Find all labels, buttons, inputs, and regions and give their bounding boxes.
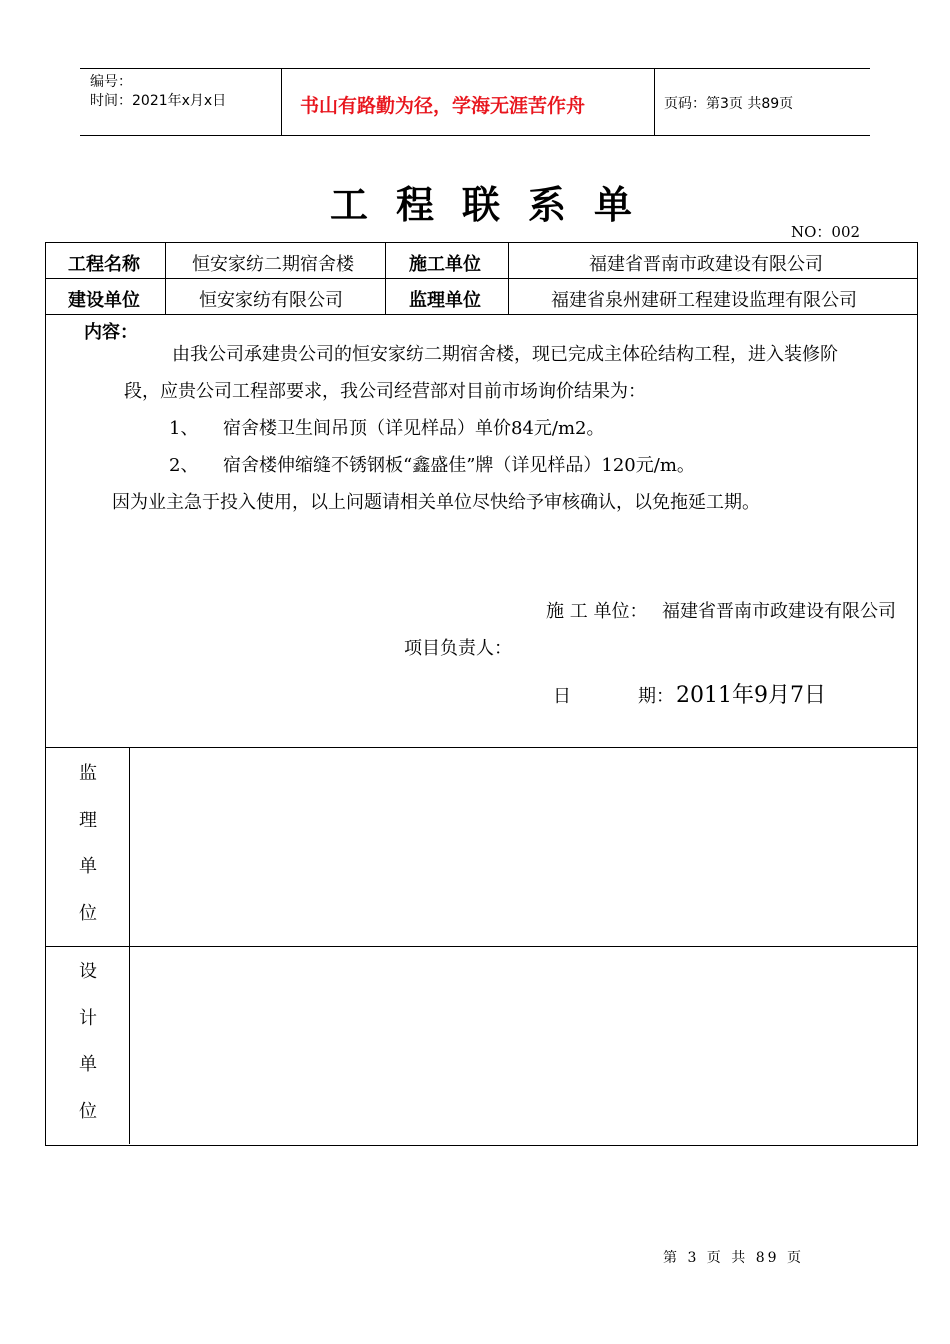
header-divider-right: [654, 68, 655, 135]
design-char-2: 计: [79, 1008, 97, 1029]
content-item1-text: 宿舍楼卫生间吊顶（详见样品）单价84元/m2。: [223, 418, 605, 439]
supervisor-label: 监理单位: [409, 290, 481, 311]
project-name-value: 恒安家纺二期宿舍楼: [192, 254, 354, 275]
supervision-char-4: 位: [79, 903, 97, 924]
content-para1-line2: 段，应贵公司工程部要求，我公司经营部对目前市场询价结果为：: [124, 381, 646, 402]
row-divider-2: [45, 314, 917, 315]
col-divider-2: [385, 242, 386, 314]
header-bottom-rule: [80, 135, 870, 136]
header-page-label: 页码：第3页 共89页: [664, 96, 794, 112]
header-motto: 书山有路勤为径，学海无涯苦作舟: [300, 95, 586, 117]
sign-date-label-1: 日: [553, 686, 571, 707]
col-divider-3: [508, 242, 509, 314]
header-date-label: 时间：2021年x月x日: [90, 93, 227, 109]
document-title: 工程联系单: [330, 182, 661, 227]
design-char-4: 位: [79, 1101, 97, 1122]
col-divider-side: [129, 747, 130, 1144]
supervision-char-2: 理: [79, 810, 97, 831]
project-name-label: 工程名称: [68, 254, 140, 275]
sign-unit-value: 福建省晋南市政建设有限公司: [662, 601, 896, 622]
row-divider-3: [45, 747, 917, 748]
row-divider-1: [45, 278, 917, 279]
supervision-char-3: 单: [79, 856, 97, 877]
document-number: NO：002: [791, 223, 861, 241]
col-divider-1: [165, 242, 166, 314]
client-value: 恒安家纺有限公司: [199, 290, 343, 311]
row-divider-4: [45, 946, 917, 947]
content-item2-text: 宿舍楼伸缩缝不锈钢板“鑫盛佳”牌（详见样品）120元/m。: [223, 455, 695, 476]
design-char-1: 设: [79, 961, 97, 982]
content-item2-number: 2、: [169, 455, 199, 476]
sign-date-value: 2011年9月7日: [676, 683, 826, 708]
content-para2: 因为业主急于投入使用，以上问题请相关单位尽快给予审核确认，以免拖延工期。: [112, 492, 760, 513]
sign-person-label: 项目负责人：: [404, 638, 512, 659]
header-number-label: 编号：: [90, 74, 132, 90]
content-item1-number: 1、: [169, 418, 199, 439]
sign-unit-label: 施 工 单位：: [546, 601, 648, 622]
contractor-value: 福建省晋南市政建设有限公司: [589, 254, 823, 275]
content-para1-line1: 由我公司承建贵公司的恒安家纺二期宿舍楼，现已完成主体砼结构工程，进入装修阶: [172, 344, 838, 365]
header-top-rule: [80, 68, 870, 69]
supervision-char-1: 监: [79, 763, 97, 784]
client-label: 建设单位: [68, 290, 140, 311]
header-divider-left: [281, 68, 282, 135]
content-heading: 内容：: [84, 322, 138, 343]
design-char-3: 单: [79, 1054, 97, 1075]
footer-page-number: 第 3 页 共 89 页: [663, 1250, 804, 1266]
supervisor-value: 福建省泉州建研工程建设监理有限公司: [551, 290, 857, 311]
sign-date-label-2: 期：: [638, 686, 674, 707]
contractor-label: 施工单位: [409, 254, 481, 275]
